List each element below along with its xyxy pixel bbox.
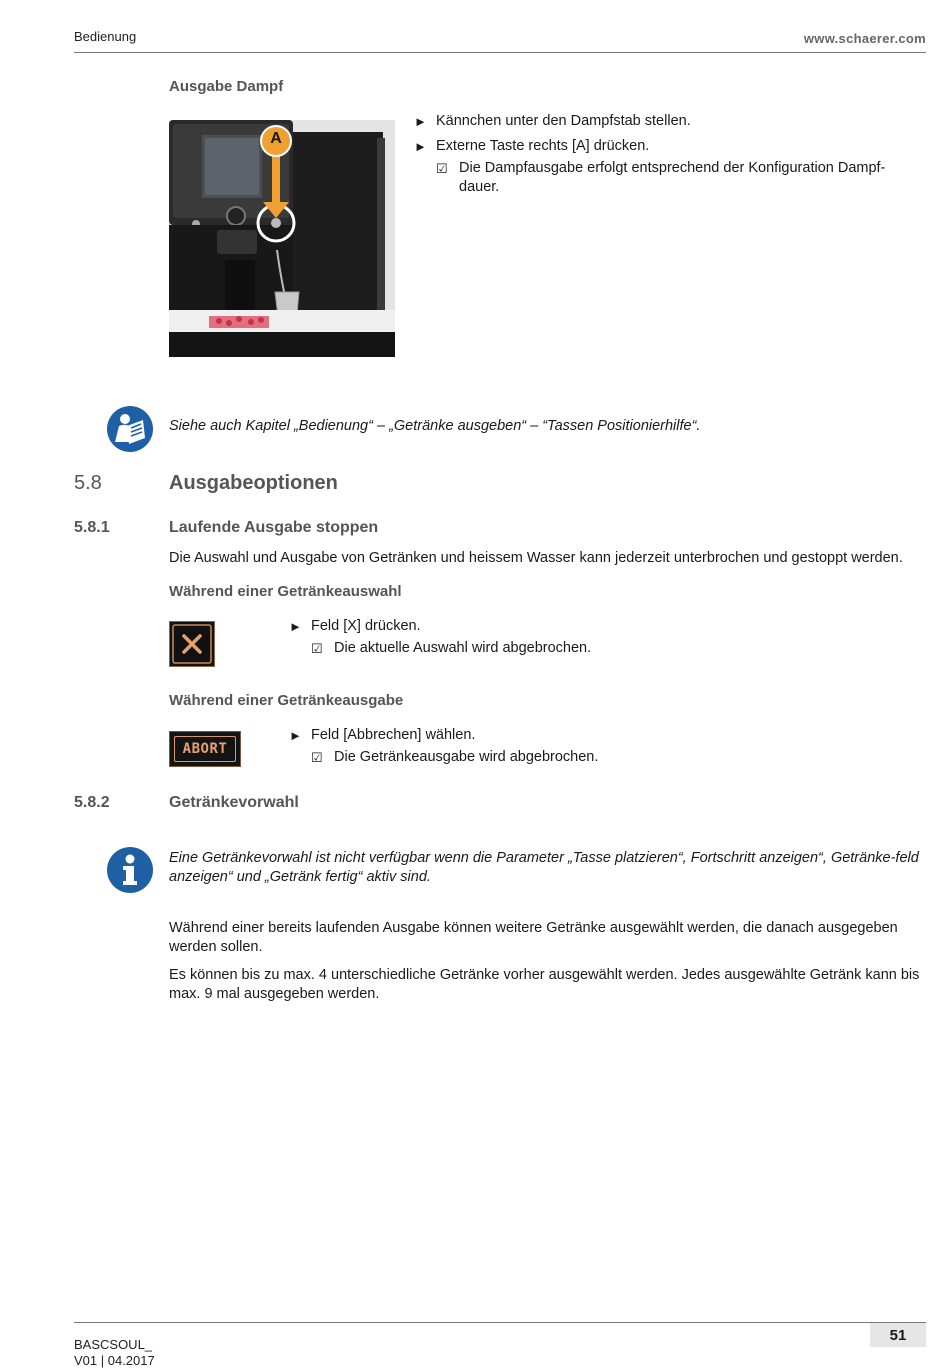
dispensing-result <box>289 748 789 767</box>
abort-button[interactable] <box>169 731 241 767</box>
result-text: Die Getränkeausgabe wird abgebrochen. <box>334 749 599 765</box>
page-number: 51 <box>870 1323 926 1347</box>
header-divider <box>74 52 926 53</box>
book-reader-icon <box>107 406 153 452</box>
subsection-title: Getränkevorwahl <box>169 794 299 811</box>
steam-step-1 <box>414 112 914 131</box>
stop-intro: Die Auswahl und Ausgabe von Getränken und heissem Wasser kann jederzeit unterbrochen und gestoppt werden. <box>169 550 903 566</box>
step-text: Feld [Abbrechen] wählen. <box>311 727 476 743</box>
photo-callout-a: A <box>270 130 282 147</box>
result-text: Die aktuelle Auswahl wird abgebrochen. <box>334 640 592 656</box>
section-number: 5.8 <box>74 472 102 494</box>
step-marker-icon: ► <box>414 139 427 154</box>
preselection-info-note: Eine Getränkevorwahl ist nicht verfügbar wenn die Parameter „Tasse platzieren“, Fortschritt anzeigen“, Getränke-feld anzeigen“ und „Getränk fertig“ aktiv sind. <box>169 850 919 885</box>
step-marker-icon: ► <box>289 619 302 634</box>
step-marker-icon: ► <box>414 114 427 129</box>
selection-subtitle: Während einer Getränkeauswahl <box>169 583 402 600</box>
steam-result <box>414 159 902 197</box>
preselection-para-1: Während einer bereits laufenden Ausgabe können weitere Getränke ausgewählt werden, die danach ausgegeben werden sollen. <box>169 920 898 955</box>
close-icon <box>170 622 214 666</box>
subsection-number: 5.8.1 <box>74 519 110 536</box>
step-text: Externe Taste rechts [A] drücken. <box>436 138 650 154</box>
checkbox-icon: ☑ <box>311 750 323 765</box>
section-title: Ausgabeoptionen <box>169 472 338 494</box>
footer-version: V01 | 04.2017 <box>74 1353 155 1368</box>
subsection-number: 5.8.2 <box>74 794 110 811</box>
checkbox-icon: ☑ <box>311 641 323 656</box>
abort-button-label: ABORT <box>174 736 236 762</box>
footer-doc-id: BASCSOUL_ <box>74 1337 153 1352</box>
preselection-para-2: Es können bis zu max. 4 unterschiedliche Getränke vorher ausgewählt werden. Jedes ausgewählte Getränk kann bis max. 9 mal ausgegeben werden. <box>169 967 920 1002</box>
dispensing-step <box>289 726 789 745</box>
selection-step <box>289 617 789 636</box>
selection-result <box>289 639 789 658</box>
steam-title: Ausgabe Dampf <box>169 78 284 95</box>
subsection-title: Laufende Ausgabe stoppen <box>169 519 379 536</box>
step-marker-icon: ► <box>289 728 302 743</box>
checkbox-icon: ☑ <box>436 161 448 176</box>
footer-divider <box>74 1322 926 1323</box>
selection-steps <box>289 617 789 658</box>
info-icon <box>107 847 153 893</box>
see-also-note: Siehe auch Kapitel „Bedienung“ – „Getränke ausgeben“ – “Tassen Positionierhilfe“. <box>169 418 701 434</box>
footer-doc-info <box>74 1337 155 1369</box>
steam-step-2 <box>414 137 914 156</box>
cancel-x-button[interactable] <box>169 621 215 667</box>
dispensing-subtitle: Während einer Getränkeausgabe <box>169 692 404 709</box>
header-section-label: Bedienung <box>74 29 137 44</box>
header-website[interactable]: www.schaerer.com <box>803 31 926 46</box>
dispensing-steps <box>289 726 789 767</box>
step-text: Feld [X] drücken. <box>311 618 421 634</box>
result-text: Die Dampfausgabe erfolgt entsprechend der Konfiguration Dampf-dauer. <box>459 160 886 195</box>
steam-steps <box>414 112 914 197</box>
step-text: Kännchen unter den Dampfstab stellen. <box>436 113 691 129</box>
machine-photo <box>169 120 395 357</box>
